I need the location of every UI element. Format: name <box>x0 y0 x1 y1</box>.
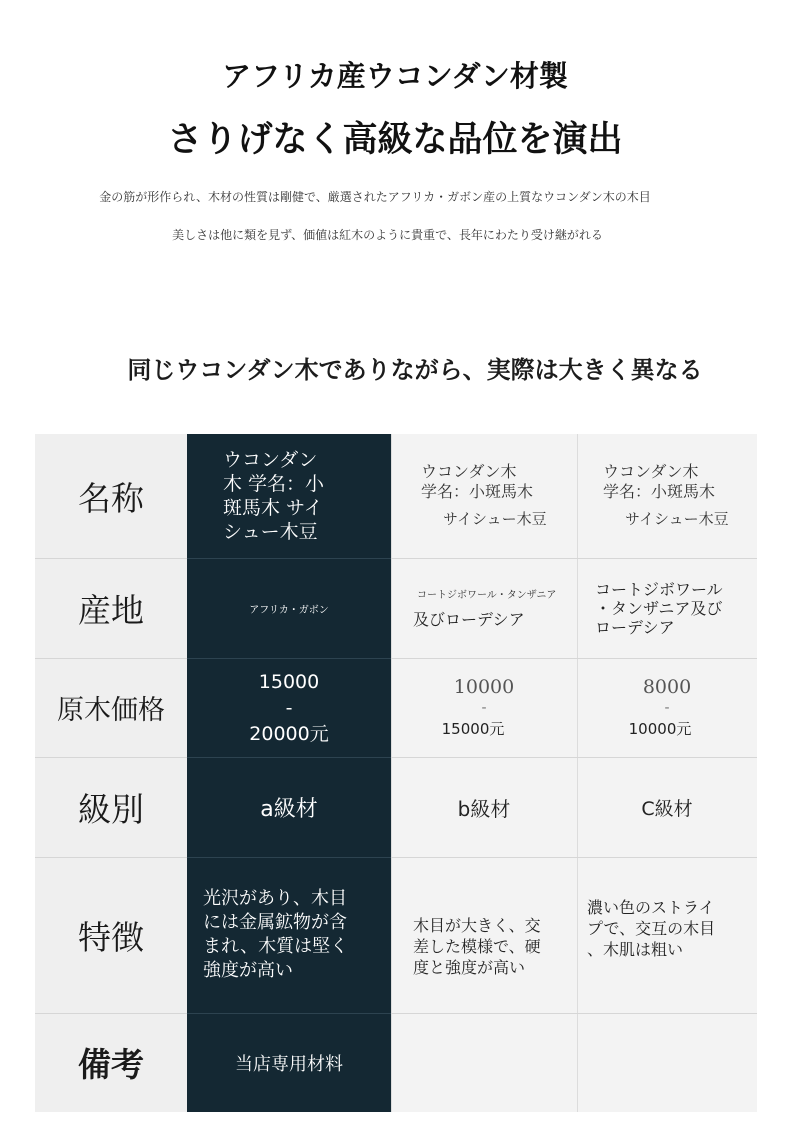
row-price-col2 <box>391 658 577 757</box>
row-features-col2 <box>391 857 577 1013</box>
dark-row-divider <box>187 1013 391 1014</box>
row-name-col3-text-1: ウコンダン木 学名：小斑馬木 <box>603 462 716 501</box>
row-price-col3-top: 8000 <box>642 676 692 698</box>
row-name-col3 <box>577 434 757 558</box>
row-label-name: 名称 <box>78 478 144 518</box>
dark-row-divider <box>187 558 391 559</box>
dark-row-divider <box>187 857 391 858</box>
row-divider <box>35 558 757 559</box>
dark-row-divider <box>187 658 391 659</box>
title-line-2: さりげなく高級な品位を演出 <box>167 120 623 160</box>
row-grade-col2 <box>391 757 577 857</box>
row-price-col1 <box>187 658 391 757</box>
row-notes-col1-text: 当店専用材料 <box>235 1053 343 1075</box>
row-name-col2-text-1: ウコンダン木 学名：小斑馬木 <box>421 462 534 501</box>
row-notes-col3 <box>577 1013 757 1112</box>
column-divider <box>391 434 392 1112</box>
row-price-col2-bottom: 15000元 <box>441 720 505 738</box>
row-features-col2-text: 木目が大きく、交 差した模様で、硬 度と強度が高い <box>413 915 541 977</box>
row-divider <box>35 857 757 858</box>
row-name-col2 <box>391 434 577 558</box>
row-origin-col2-text-1: コートジボワール・タンザニア <box>417 590 557 601</box>
row-features-col3-text: 濃い色のストライ プで、交互の木目 、木肌は粗い <box>587 898 716 959</box>
comparison-table <box>35 434 757 1112</box>
row-label-origin: 産地 <box>78 590 144 630</box>
row-grade-col2-text: b級材 <box>457 796 511 821</box>
row-divider <box>35 658 757 659</box>
row-price-col3-dash: - <box>664 700 670 716</box>
row-divider <box>35 757 757 758</box>
row-grade-col3 <box>577 757 757 857</box>
row-divider <box>35 1013 757 1014</box>
row-name-col1-text: ウコンダン 木 学名：小 斑馬木 サイ シュー木豆 <box>223 449 325 543</box>
row-grade-col1 <box>187 757 391 857</box>
title-line-1: アフリカ産ウコンダン材製 <box>222 59 568 93</box>
dark-row-divider <box>187 757 391 758</box>
row-origin-col2 <box>391 558 577 658</box>
row-name-col3-text-2: サイシュー木豆 <box>625 510 729 528</box>
row-price-col3-bottom: 10000元 <box>628 720 692 738</box>
row-features-col1-text: 光沢があり、木目 には金属鉱物が含 まれ、木質は堅く 強度が高い <box>203 888 349 981</box>
row-label-features: 特徴 <box>78 917 144 957</box>
row-features-col1 <box>187 857 391 1013</box>
description-line-1: 金の筋が形作られ、木材の性質は剛健で、厳選されたアフリカ・ガボン産の上質なウコンダン木の木目 <box>99 190 651 204</box>
row-grade-col1-text: a級材 <box>260 796 318 822</box>
row-price-col3 <box>577 658 757 757</box>
row-label-grade: 級別 <box>78 789 144 829</box>
row-origin-col1-text: アフリカ・ガボン <box>249 604 329 616</box>
description-line-2: 美しさは他に類を見ず、価値は紅木のように貴重で、長年にわたり受け継がれる <box>172 228 603 242</box>
row-price-col2-top: 10000 <box>453 676 515 698</box>
row-label-price: 原木価格 <box>57 695 165 726</box>
row-grade-col3-text: C級材 <box>641 797 693 820</box>
row-origin-col3 <box>577 558 757 658</box>
row-notes-col1 <box>187 1013 391 1112</box>
row-origin-col3-text: コートジボワール ・タンザニア及び ローデシア <box>595 579 723 637</box>
row-name-col2-text-2: サイシュー木豆 <box>443 510 547 528</box>
comparison-subtitle: 同じウコンダン木でありながら、実際は大きく異なる <box>127 356 703 384</box>
row-label-notes: 備考 <box>78 1045 144 1084</box>
row-origin-col1 <box>187 558 391 658</box>
row-origin-col2-text-2: 及びローデシア <box>413 610 525 629</box>
column-divider <box>577 434 578 1112</box>
row-notes-col2 <box>391 1013 577 1112</box>
row-features-col3 <box>577 857 757 1013</box>
row-name-col1 <box>187 434 391 558</box>
row-price-col1-text: 15000 - 20000元 <box>249 670 329 745</box>
row-price-col2-dash: - <box>481 700 487 716</box>
